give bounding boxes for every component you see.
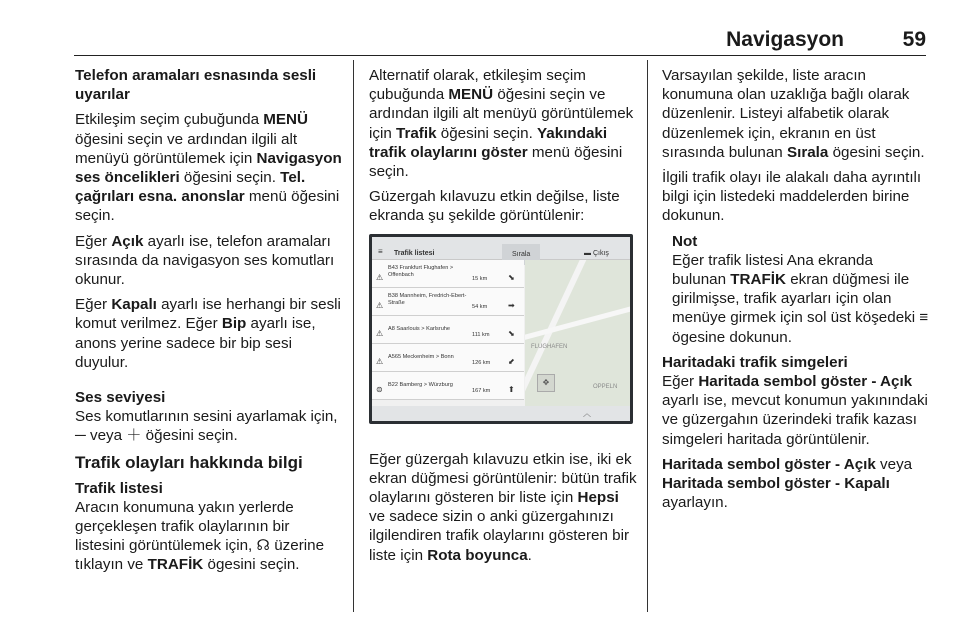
subheading-volume: Ses seviyesi [75, 389, 166, 407]
paragraph: Eğer Açık ayarlı ise, telefon aramaları sırasında da navigasyon ses komutları okunur. [75, 232, 335, 289]
paragraph: Güzergah kılavuzu etkin değilse, liste ekranda şu şekilde görüntülenir: [369, 188, 620, 225]
note-box [662, 232, 930, 347]
paragraph: Aracın konumuna yakın yerlerde gerçekleşen trafik olaylarının bir listesini görüntülemek için, ☊ üzerine tıklayın ve TRAFİK ögesini seçin. [75, 498, 325, 574]
paragraph: Haritada sembol göster - Açık veya Haritada sembol göster - Kapalı ayarlayın. [662, 455, 913, 512]
list-item[interactable]: ⚠ A8 Saarlouis > Karlsruhe 111 km ⬊ [372, 316, 524, 344]
traffic-list [372, 260, 524, 400]
subheading-map-symbols: Haritadaki trafik simgeleri [662, 353, 848, 371]
traffic-icon: ☊ [256, 537, 270, 555]
section-heading: Trafik olayları hakkında bilgi [75, 452, 303, 472]
paragraph: İlgili trafik olayı ile alakalı daha ayrıntılı bilgi için listedeki maddelerden birine dokunun. [662, 169, 922, 225]
column-3 [662, 66, 930, 518]
map-view[interactable] [525, 260, 630, 406]
paragraph: Eğer Haritada sembol göster - Açık ayarlı ise, mevcut konumun yakınındaki ve güzergahın üzerindeki trafik kazası simgeleri haritada görüntülenir. [662, 373, 928, 448]
traffic-warning-icon: ⚠ [376, 328, 384, 338]
map-center-icon[interactable]: ✥ [537, 374, 555, 392]
exit-button[interactable]: ▬ Çıkış [584, 249, 609, 257]
list-item[interactable]: ⊜ B22 Bamberg > Würzburg 167 km ⬆ [372, 372, 524, 400]
subheading-traffic-list: Trafik listesi [75, 479, 163, 497]
traffic-warning-icon: ⚠ [376, 356, 384, 366]
column-2 [369, 66, 637, 571]
header-rule [74, 55, 926, 56]
traffic-list-screen-figure [369, 234, 633, 424]
exit-icon: ▬ [584, 249, 593, 257]
paragraph: Etkileşim seçim çubuğunda MENÜ öğesini seçin ve ardından ilgili alt menüyü görüntülemek için Navigasyon ses öncelikleri öğesini seçin. Tel. çağrıları esna. anonslar menü öğesini seçin. [75, 111, 342, 225]
note-title: Not [672, 232, 698, 250]
paragraph: Varsayılan şekilde, liste aracın konumuna olan uzaklığa bağlı olarak düzenlenir. Listeyi alfabetik olarak düzenlemek için, ekranın en üst sırasında bulunan Sırala ögesini seçin. [662, 67, 925, 161]
sort-button[interactable]: Sırala [502, 244, 540, 265]
paragraph: Eğer Kapalı ayarlı ise herhangi bir sesli komut verilmez. Eğer Bip ayarlı ise, anons yerine sadece bir bip sesi duyulur. [75, 296, 341, 371]
traffic-jam-icon: ⊜ [376, 384, 383, 394]
map-road [525, 303, 630, 341]
column-1 [75, 66, 343, 581]
list-item[interactable]: ⚠ B38 Mannheim, Fredrich-Ebert-Straße 54 km ➡ [372, 288, 524, 316]
page-number: 59 [902, 28, 926, 51]
header-title: Navigasyon [726, 28, 844, 51]
chevron-up-icon[interactable]: ︿ [583, 408, 591, 418]
column-divider-2 [647, 60, 648, 612]
column-divider-1 [353, 60, 354, 612]
paragraph: Ses komutlarının sesini ayarlamak için, ─ veya ＋ öğesini seçin. [75, 408, 338, 445]
direction-arrow-icon: ⬊ [508, 328, 515, 338]
menu-icon[interactable]: ≡ [378, 246, 383, 256]
direction-arrow-icon: ➡ [508, 300, 515, 310]
page-header [0, 0, 960, 60]
menu-icon: ≡ [919, 309, 929, 327]
screen-title: Trafik listesi [394, 249, 435, 257]
subheading-phone-announcements: Telefon aramaları esnasında sesli uyarılar [75, 67, 317, 104]
list-item[interactable]: ⚠ A565 Meckenheim > Bonn 126 km ⬋ [372, 344, 524, 372]
traffic-warning-icon: ⚠ [376, 300, 384, 310]
note-text: Eğer trafik listesi Ana ekranda bulunan TRAFİK ekran düğmesi ile girilmişse, trafik ayarları için olan menüye girmek için sol üst köşedeki ≡ ögesine dokunun. [672, 251, 929, 346]
direction-arrow-icon: ⬆ [508, 384, 515, 394]
nav-screen [372, 237, 630, 421]
paragraph: Eğer güzergah kılavuzu etkin ise, iki ek ekran düğmesi görüntülenir: bütün trafik olaylarını gösteren bir liste için Hepsi ve sadece sizin o anki güzergahınızı ilgilendiren trafik olaylarını gösteren bir liste için Rota boyunca. [369, 450, 637, 564]
list-item[interactable]: ⚠ B43 Frankfurt Flughafen > Offenbach 15 km ⬊ [372, 260, 524, 288]
direction-arrow-icon: ⬋ [508, 356, 515, 366]
screen-bottombar [372, 406, 630, 421]
traffic-warning-icon: ⚠ [376, 272, 384, 282]
screen-topbar [372, 237, 630, 260]
map-label: OPPELN [593, 383, 618, 390]
paragraph: Alternatif olarak, etkileşim seçim çubuğunda MENÜ öğesini seçin ve ardından ilgili alt menüyü görüntülemek için Trafik öğesini seçin. Yakındaki trafik olaylarını göster menü öğesini seçin. [369, 67, 634, 181]
map-label: FLUGHAFEN [531, 343, 568, 350]
direction-arrow-icon: ⬊ [508, 272, 515, 282]
